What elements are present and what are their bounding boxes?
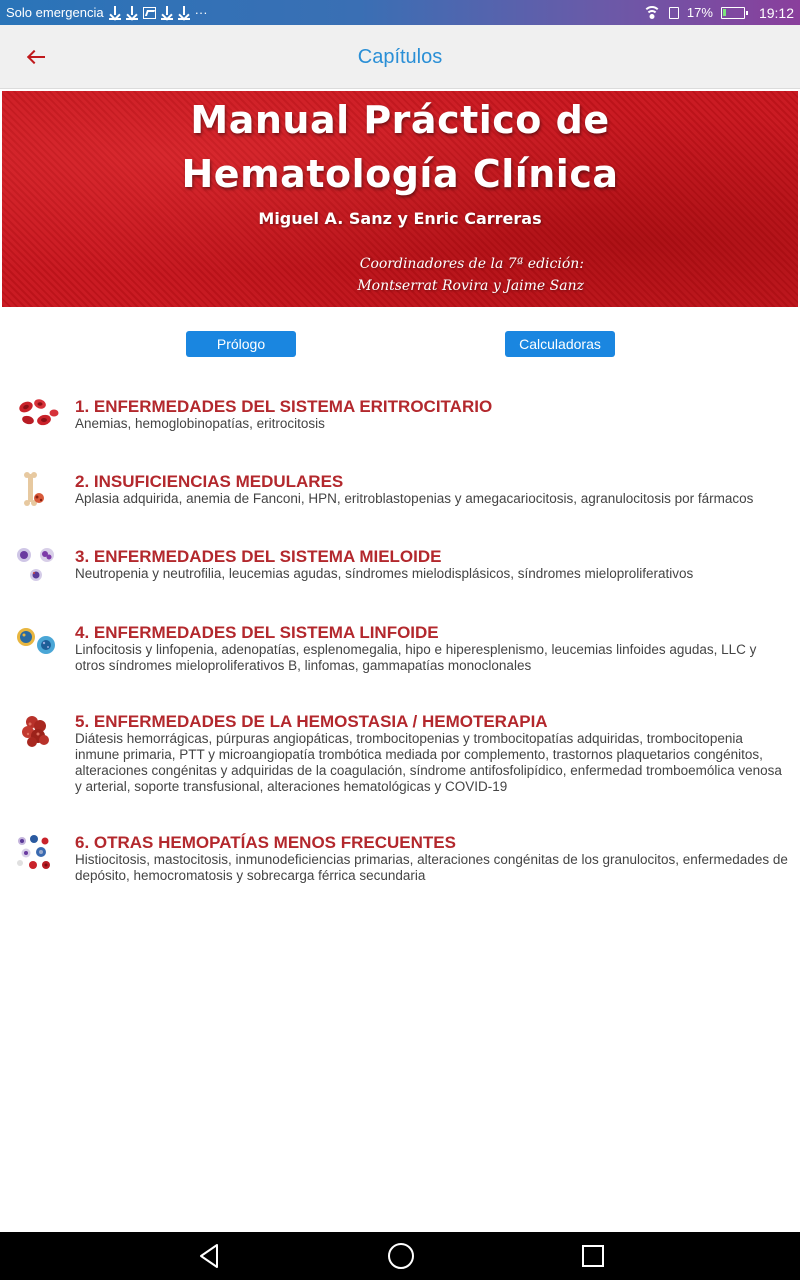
chapter-title: 1. ENFERMEDADES DEL SISTEMA ERITROCITARIO bbox=[75, 397, 493, 416]
status-left bbox=[6, 5, 208, 20]
chapter-title: 4. ENFERMEDADES DEL SISTEMA LINFOIDE bbox=[75, 623, 439, 642]
bone-marrow-icon bbox=[14, 470, 62, 514]
chapter-item-6[interactable] bbox=[0, 833, 800, 889]
chapter-title: 5. ENFERMEDADES DE LA HEMOSTASIA / HEMOTERAPIA bbox=[75, 712, 548, 731]
app-bar bbox=[0, 25, 800, 89]
chapter-description: Aplasia adquirida, anemia de Fanconi, HPN, eritroblastopenias y amegacariocitosis, agranulocitosis por fármacos bbox=[75, 491, 754, 506]
chapter-item-5[interactable] bbox=[0, 712, 800, 800]
triangle-back-icon bbox=[197, 1243, 223, 1269]
page-title: Capítulos bbox=[357, 45, 443, 68]
download-icon bbox=[109, 6, 121, 20]
chapter-description: Diátesis hemorrágicas, púrpuras angiopáticas, trombocitopenias y trombocitopatías adquiridas, trombocitopenia inmune primaria, PTT y microangiopatía trombótica mediada por complemento, trastornos plaquetarios congénitos, alteraciones congénitas y adquiridas de la coagulación, síndrome antifosfolipídico, enfermedad tromboemólica venosa y arterial, soporte transfusional, alteraciones hematológicas y COVID-19 bbox=[75, 731, 782, 794]
chapter-title: 6. OTRAS HEMOPATÍAS MENOS FRECUENTES bbox=[75, 833, 456, 852]
sim-icon bbox=[669, 7, 679, 19]
chapter-item-1[interactable] bbox=[0, 397, 800, 437]
system-nav-bar bbox=[0, 1232, 800, 1280]
chapter-description: Histiocitosis, mastocitosis, inmunodeficiencias primarias, alteraciones congénitas de los granulocitos, enfermedades de depósito, hemocromatosis y sobrecarga férrica secundaria bbox=[75, 852, 788, 883]
circle-home-icon bbox=[387, 1242, 415, 1270]
status-right bbox=[643, 5, 794, 21]
battery-percent: 17% bbox=[686, 5, 713, 20]
myeloid-cells-icon bbox=[14, 545, 62, 589]
red-blood-cells-icon bbox=[14, 393, 62, 437]
book-title bbox=[2, 93, 798, 201]
image-icon bbox=[143, 7, 156, 19]
nav-recents-button[interactable] bbox=[573, 1240, 613, 1272]
carrier-status-text: Solo emergencia bbox=[6, 5, 104, 20]
book-authors: Miguel A. Sanz y Enric Carreras bbox=[258, 209, 542, 228]
book-title-line2: Hematología Clínica bbox=[181, 152, 619, 196]
chapter-description: Neutropenia y neutrofilia, leucemias agudas, síndromes mielodisplásicos, síndromes mieloproliferativos bbox=[75, 566, 694, 581]
nav-back-button[interactable] bbox=[190, 1240, 230, 1272]
book-coordinators bbox=[357, 253, 584, 297]
chapter-description: Anemias, hemoglobinopatías, eritrocitosis bbox=[75, 416, 325, 431]
square-recents-icon bbox=[581, 1244, 605, 1268]
back-button[interactable] bbox=[16, 39, 56, 75]
prologo-button[interactable]: Prólogo bbox=[186, 331, 296, 357]
blood-clot-icon bbox=[14, 712, 62, 756]
more-notifications-icon: ··· bbox=[194, 5, 208, 20]
download-icon bbox=[178, 6, 190, 20]
chapter-item-4[interactable] bbox=[0, 623, 800, 679]
mixed-cells-icon bbox=[14, 833, 62, 877]
coordinators-line1: Coordinadores de la 7ª edición: bbox=[359, 256, 584, 272]
chapter-item-2[interactable] bbox=[0, 472, 800, 512]
chapter-title: 2. INSUFICIENCIAS MEDULARES bbox=[75, 472, 344, 491]
download-icon bbox=[126, 6, 138, 20]
status-bar bbox=[0, 0, 800, 25]
chapter-title: 3. ENFERMEDADES DEL SISTEMA MIELOIDE bbox=[75, 547, 442, 566]
coordinators-line2: Montserrat Rovira y Jaime Sanz bbox=[357, 278, 584, 294]
chapter-description: Linfocitosis y linfopenia, adenopatías, esplenomegalia, hipo e hiperesplenismo, leucemias linfoides agudas, LLC y otros síndromes mieloproliferativos B, linfomas, gammapatías monoclonales bbox=[75, 642, 757, 673]
chapter-item-3[interactable] bbox=[0, 547, 800, 587]
lymphoid-cells-icon bbox=[14, 623, 62, 667]
arrow-back-icon bbox=[27, 50, 45, 64]
book-title-line1: Manual Práctico de bbox=[190, 98, 610, 142]
clock: 19:12 bbox=[758, 4, 794, 21]
wifi-icon bbox=[643, 6, 661, 19]
book-cover-banner bbox=[2, 91, 798, 307]
battery-icon bbox=[721, 7, 745, 19]
calculadoras-button[interactable]: Calculadoras bbox=[505, 331, 615, 357]
nav-home-button[interactable] bbox=[381, 1240, 421, 1272]
download-icon bbox=[161, 6, 173, 20]
